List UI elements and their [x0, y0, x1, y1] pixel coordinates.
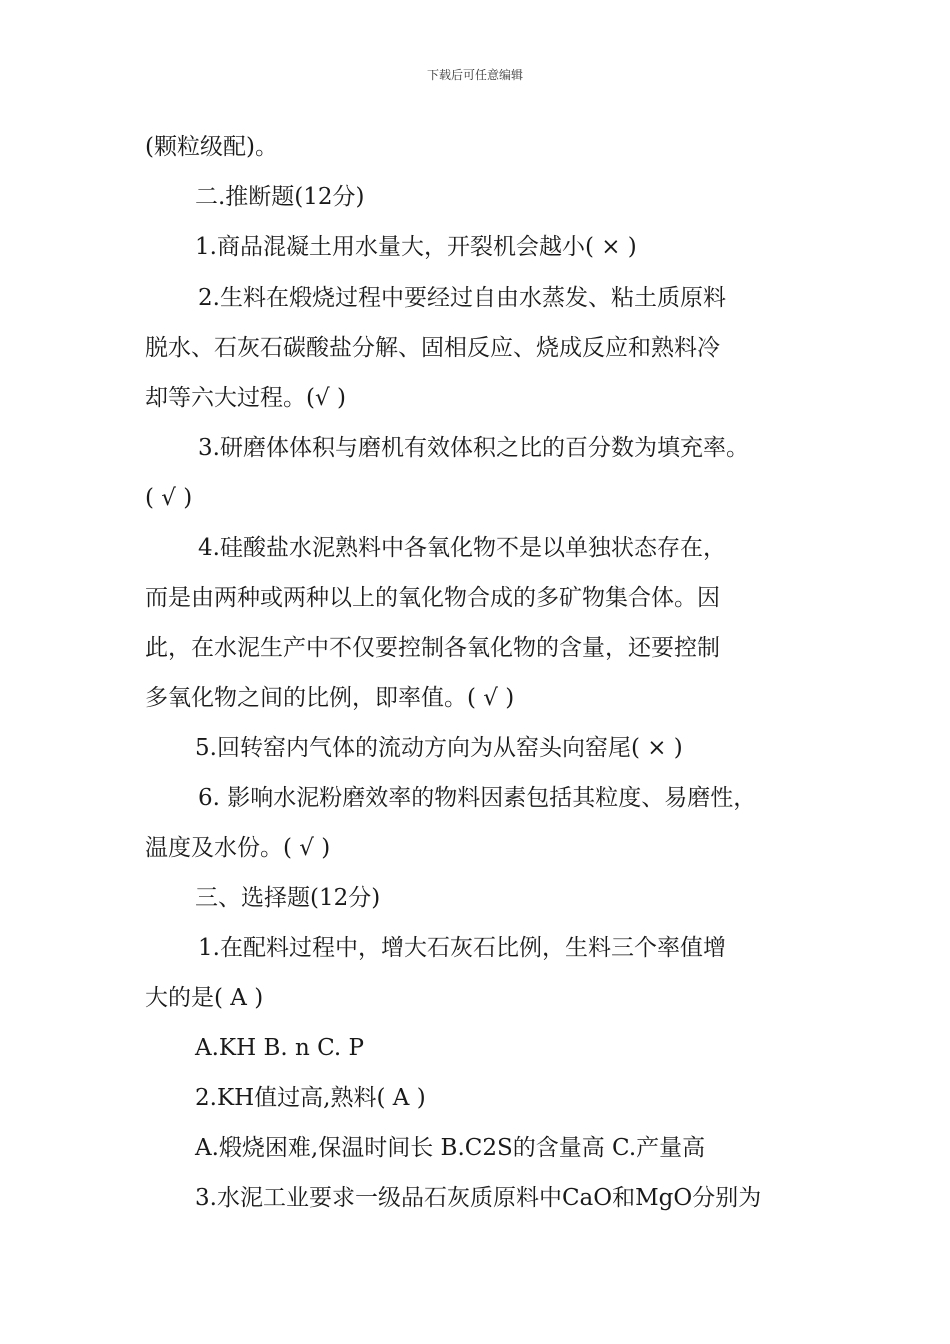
- text-line: 多氧化物之间的比例，即率值。( √ ): [145, 685, 515, 711]
- text-line: 1.商品混凝土用水量大，开裂机会越小( × ): [195, 234, 637, 260]
- text-line: (颗粒级配)。: [145, 134, 278, 160]
- text-line: ( √ ): [145, 485, 193, 511]
- page-header: 下载后可任意编辑: [426, 68, 523, 82]
- text-line: 而是由两种或两种以上的氧化物合成的多矿物集合体。因: [145, 585, 720, 611]
- section-heading: 二.推断题(12分): [195, 184, 365, 210]
- section-heading: 三、选择题(12分): [195, 885, 381, 911]
- text-line: 3.水泥工业要求一级品石灰质原料中CaO和MgO分别为: [195, 1185, 762, 1211]
- text-line: A.KH B. n C. P: [195, 1035, 364, 1061]
- text-line: 2.KH值过高,熟料( A ): [195, 1085, 426, 1111]
- text-line: 却等六大过程。(√ ): [145, 385, 346, 411]
- text-line: 6. 影响水泥粉磨效率的物料因素包括其粒度、易磨性，: [198, 785, 757, 811]
- text-line: 脱水、石灰石碳酸盐分解、固相反应、烧成反应和熟料冷: [145, 335, 720, 361]
- text-line: 5.回转窑内气体的流动方向为从窑头向窑尾( × ): [195, 735, 683, 761]
- text-line: A.煅烧困难,保温时间长 B.C2S的含量高 C.产量高: [195, 1135, 706, 1161]
- text-line: 1.在配料过程中，增大石灰石比例，生料三个率值增: [198, 935, 726, 961]
- text-line: 2.生料在煅烧过程中要经过自由水蒸发、粘土质原料: [198, 285, 726, 311]
- text-line: 此，在水泥生产中不仅要控制各氧化物的含量，还要控制: [145, 635, 720, 661]
- text-line: 大的是( A ): [145, 985, 264, 1011]
- text-line: 4.硅酸盐水泥熟料中各氧化物不是以单独状态存在，: [198, 535, 726, 561]
- text-line: 3.研磨体体积与磨机有效体积之比的百分数为填充率。: [198, 435, 749, 461]
- text-line: 温度及水份。( √ ): [145, 835, 331, 861]
